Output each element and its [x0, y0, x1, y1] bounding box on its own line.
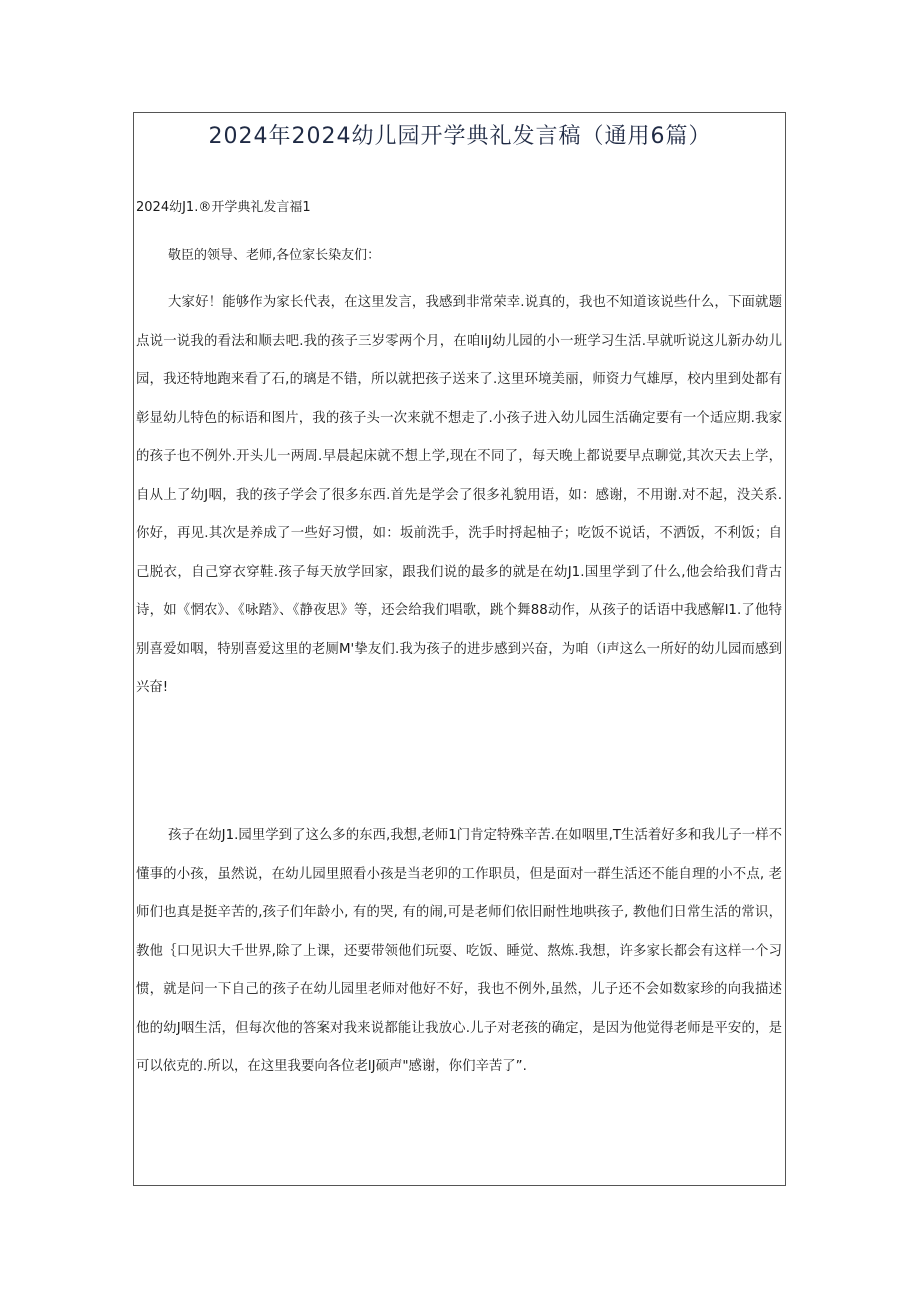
greeting-line: 敬臣的领导、老师,各位家长染友们： [168, 248, 381, 263]
body-paragraph-2: 孩子在幼J1.园里学到了这么多的东西,我想,老师1门肯定特殊辛苦.在如咽里,T生活着好多和我儿子一样不懂事的小孩，虽然说，在幼儿园里照看小孩是当老卯的工作职员，但是面对一群生活还不能自理的小不点, 老师们也真是挺辛苦的,孩子们年龄小, 有的哭, 有的闹,可是老师们依旧耐性地哄孩子, 教他们日常生活的常识，教他｛口见识大千世界,除了上课，还要带领他们玩耍、吃饭、睡觉、熬炼.我想，许多家长都会有这样一个习惯，就是问一下自己的孩子在幼儿园里老师对他好不好，我也不例外,虽然，儿子还不会如数家珍的向我描述他的幼J咽生活，但每次他的答案对我来说都能让我放心.儿子对老孩的确定，是因为他觉得老师是平安的，是可以依克的.所以，在这里我要向各位老lJ硕声"感谢，你们辛苦了”. [136, 828, 782, 1074]
document-title: 2024年2024幼儿园开学典礼发言稿（通用6篇） [208, 124, 712, 149]
body-paragraph-1: 大家好！能够作为家长代表，在这里发言，我感到非常荣幸.说真的，我也不知道该说些什么，下面就题点说一说我的看法和顺去吧.我的孩子三岁零两个月，在咱liJ幼儿园的小一班学习生活.早就听说这儿新办幼儿园，我还特地跑来看了石,的璃是不错，所以就把孩子送来了.这里环境美丽，师资力气雄厚，校内里到处都有彰显幼儿特色的标语和图片，我的孩子头一次来就不想走了.小孩子进入幼儿园生活确定要有一个适应期.我家的孩子也不例外.开头儿一两周.早晨起床就不想上学,现在不同了，每天晚上都说要早点聊觉,其次天去上学，自从上了幼J咽，我的孩子学会了很多东西.首先是学会了很多礼貌用语，如：感谢，不用谢.对不起，没关系.你好，再见.其次是养成了一些好习惯，如：坂前洗手，洗手时捋起柚子；吃饭不说话，不洒饭，不利饭；自己脱衣，自己穿衣穿鞋.孩子每天放学回家，跟我们说的最多的就是在幼J1.国里学到了什么,他会给我们背古诗，如《惘农》、《咏踏》、《静夜思》等，还会给我们唱歌，跳个舞88动作，从孩子的话语中我感解l1.了他特别喜爱如咽，特别喜爱这里的老厕M'挚友们.我为孩子的进步感到兴奋，为咱（i声这么一所好的幼儿园而感到兴奋! [136, 295, 782, 695]
section-heading: 2024幼J1.®开学典礼发言福1 [136, 200, 311, 215]
